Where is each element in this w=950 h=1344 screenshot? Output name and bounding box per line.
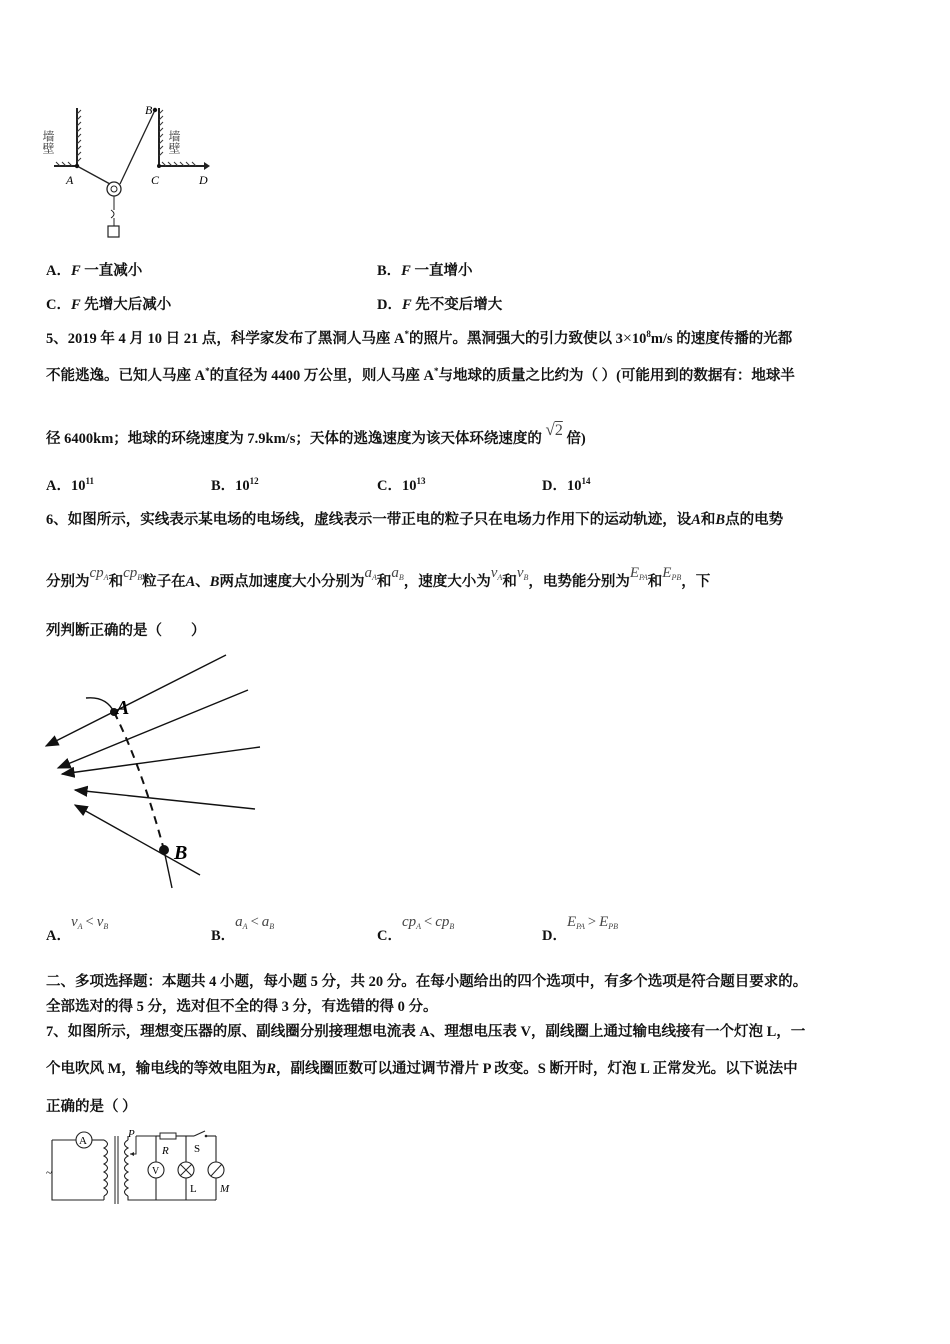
q6-line-3: 列判断正确的是（ ） [46,623,206,639]
q6-option-d[interactable]: D．$E_{PA} > E_{PB}$ [542,914,619,944]
wall-fig-label-c: C [151,173,160,187]
q7-line-2: 个电吹风 M，输电线的等效电阻为R，副线圈匝数可以通过调节滑片 P 改变。S 断开时，灯泡 L 正常发光。以下说法中 [46,1061,798,1077]
switch-s-label: S [194,1143,201,1155]
sqrt-symbol: √ [545,420,555,439]
q5-option-b[interactable]: B．$10^{12}$ [211,476,259,494]
q5-line-3: 径 6400km；地球的环绕速度为 7.9km/s；天体的逃逸速度为该天体环绕速度的 √2 倍) [46,420,586,447]
electric-field-figure [40,650,270,895]
q5-option-d[interactable]: D．$10^{14}$ [542,476,591,494]
q5-option-a[interactable]: A．$10^{11}$ [46,476,94,494]
section2-line-1: 二、多项选择题：本题共 4 小题，每小题 5 分，共 20 分。在每小题给出的四个选项中，有多个选项是符合题目要求的。 [46,974,808,990]
wall-fig-label-d: D [199,173,208,187]
resistor-label: R [162,1145,169,1157]
q6-option-b[interactable]: B．$a_A < a_B$ [211,914,275,944]
wall-right-label: 墙壁 [167,130,181,154]
slider-p-label: P [128,1128,135,1140]
q4-option-a[interactable]: A．F 一直减小 [46,263,143,279]
q5-line-1: 5、2019 年 4 月 10 日 21 点，科学家发布了黑洞人马座 A*的照片。黑洞强大的引力致使以 $3\times 10^8m/s$ 的速度传播的光都 [46,329,793,347]
wall-fig-label-b: B [145,103,153,117]
field-fig-label-b: B [174,842,188,864]
q4-option-b[interactable]: B．F 一直增小 [377,263,473,279]
q4-option-d[interactable]: D．F 先不变后增大 [377,297,503,313]
q5-line-2: 不能逃逸。已知人马座 A*的直径为 4400 万公里，则人马座 A*与地球的质量之比约为（ ）(可能用到的数据有：地球半 [46,366,795,384]
q6-option-c[interactable]: C．$cp_A < cp_B$ [377,914,455,944]
ammeter-label: A [79,1135,87,1147]
q7-line-3: 正确的是（ ） [46,1099,137,1115]
lamp-label: L [190,1183,197,1195]
q6-option-a[interactable]: A．$v_A < v_B$ [46,914,109,944]
wall-left-label: 墙壁 [41,130,55,154]
voltmeter-label: V [152,1166,160,1177]
q6-line-2: 分别为$cp_A$和$cp_B$粒子在A、B两点加速度大小分别为$a_A$和$a_B$，速度大小为$v_A$和$v_B$，电势能分别为$E_{PA}$和$E_{PB}$，下 [46,565,711,590]
field-fig-label-a: A [116,697,130,719]
wall-fig-label-a: A [66,173,74,187]
wall-rope-figure [41,98,224,246]
section2-line-2: 全部选对的得 5 分，选对但不全的得 3 分，有选错的得 0 分。 [46,999,438,1015]
ac-source-label: ~ [46,1167,52,1179]
motor-label: M [220,1183,230,1195]
q7-line-1: 7、如图所示，理想变压器的原、副线圈分别接理想电流表 A、理想电压表 V，副线圈上通过输电线接有一个灯泡 L，一 [46,1024,806,1040]
q6-line-1: 6、如图所示，实线表示某电场的电场线，虚线表示一带正电的粒子只在电场力作用下的运动轨迹，设A和B点的电势 [46,512,784,528]
transformer-circuit-figure [44,1128,244,1208]
q4-option-c[interactable]: C．F 先增大后减小 [46,297,172,313]
q5-option-c[interactable]: C．$10^{13}$ [377,476,426,494]
